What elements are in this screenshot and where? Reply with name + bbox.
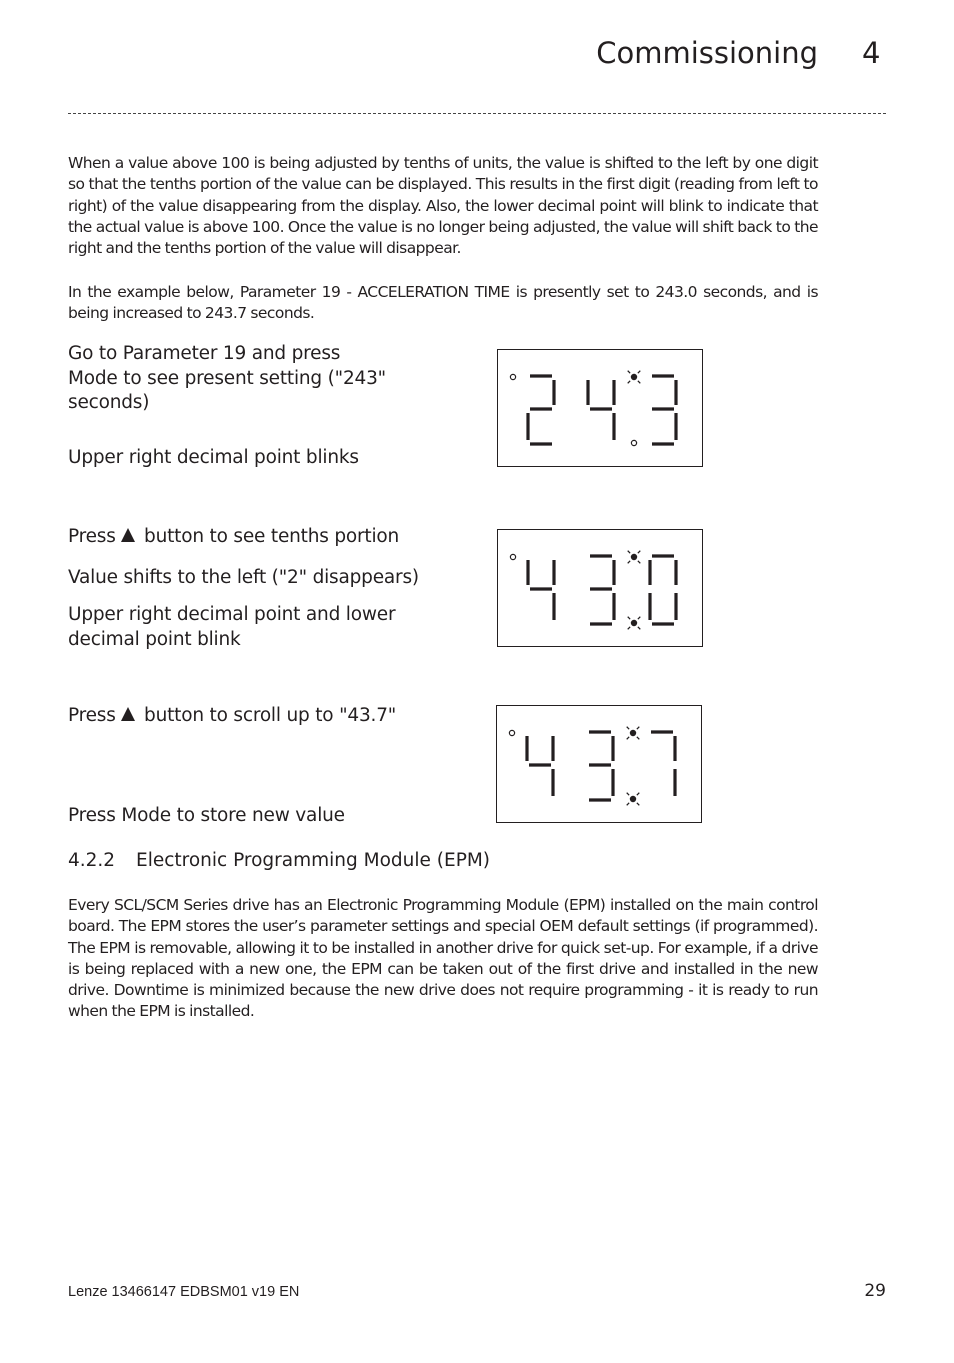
- footer-document-id: Lenze 13466147 EDBSM01 v19 EN: [68, 1284, 300, 1300]
- blink-ray: [638, 561, 640, 563]
- blink-ray: [638, 617, 640, 619]
- blink-ray: [637, 803, 639, 805]
- section-number: 4.2.2: [68, 850, 116, 871]
- blink-ray: [627, 737, 629, 739]
- press-label: Press: [68, 705, 122, 726]
- blinking-decimal-point-icon: [630, 730, 636, 736]
- blink-ray: [628, 381, 630, 383]
- up-arrow-icon: [121, 707, 135, 721]
- step-3-rest: button to scroll up to "43.7": [138, 705, 397, 726]
- chapter-title: Commissioning: [596, 36, 818, 70]
- decimal-point-off-icon: [510, 374, 515, 379]
- page-number: 29: [864, 1281, 886, 1301]
- blink-ray: [638, 381, 640, 383]
- intro-paragraph-1: When a value above 100 is being adjusted by tenths of units, the value is shifted to the left by one digit so that the tenths portion of the value can be displayed. This results in the first digit (reading from left to right) of the value disappearing from the display. Also, the lower decimal point will blink to indicate that the actual value is above 100. Once the value is no longer being adjusted, the value will shift back to the right and the tenths portion of the value will disappear.: [68, 154, 818, 258]
- blinking-decimal-point-icon: [631, 620, 637, 626]
- blink-ray: [638, 551, 640, 553]
- step-2-shift-note: Value shifts to the left ("2" disappears): [68, 567, 419, 588]
- decimal-point-off-icon: [510, 554, 515, 559]
- mode-keyword: Mode: [121, 805, 171, 826]
- blink-ray: [627, 793, 629, 795]
- section-heading: [68, 850, 490, 871]
- blink-ray: [628, 371, 630, 373]
- step-1-text: [68, 342, 398, 416]
- blink-ray: [628, 617, 630, 619]
- press-label: Press: [68, 526, 122, 547]
- blink-ray: [638, 627, 640, 629]
- up-arrow-icon: [121, 528, 135, 542]
- blink-ray: [638, 371, 640, 373]
- seven-segment-svg: [497, 706, 703, 824]
- step-1-line: Go to Parameter 19 and press: [68, 343, 341, 364]
- seven-segment-svg: [498, 350, 704, 468]
- blink-ray: [637, 727, 639, 729]
- epm-paragraph: Every SCL/SCM Series drive has an Electronic Programming Module (EPM) installed on the main control board. The EPM stores the user’s parameter settings and special OEM default settings (if programmed). The EPM is removable, allowing it to be installed in another drive for quick set-up. For example, if a drive is being replaced with a new one, the EPM can be taken out of the first drive and installed in the new drive. Downtime is minimized because the new drive does not require programming - it is ready to run when the EPM is installed.: [68, 896, 818, 1021]
- mode-keyword: Mode: [68, 367, 118, 389]
- step-1-line-rest: to see present setting ("243" seconds): [68, 367, 386, 413]
- chapter-number: 4: [862, 36, 881, 70]
- step-4-rest: to store new value: [170, 805, 345, 826]
- step-2-text: [68, 525, 399, 550]
- blink-ray: [628, 627, 630, 629]
- header-divider: [68, 113, 886, 114]
- decimal-point-off-icon: [509, 730, 514, 735]
- step-2-blink-note: Upper right decimal point and lower decimal point blink: [68, 604, 396, 650]
- step-3-text: [68, 704, 396, 729]
- blink-ray: [637, 793, 639, 795]
- blink-ray: [627, 803, 629, 805]
- intro-paragraph-2: In the example below, Parameter 19 - ACCELERATION TIME is presently set to 243.0 seconds, and is being increased to 243.7 seconds.: [68, 283, 818, 323]
- step-2-rest: button to see tenths portion: [138, 526, 400, 547]
- blinking-decimal-point-icon: [631, 374, 637, 380]
- blink-ray: [628, 561, 630, 563]
- blinking-decimal-point-icon: [631, 554, 637, 560]
- decimal-point-off-icon: [631, 440, 636, 445]
- section-title: Electronic Programming Module (EPM): [136, 850, 491, 871]
- led-display-2: [497, 529, 703, 647]
- led-display-1: [497, 349, 703, 467]
- blinking-decimal-point-icon: [630, 796, 636, 802]
- step-1-note: Upper right decimal point blinks: [68, 447, 359, 468]
- blink-ray: [637, 737, 639, 739]
- blink-ray: [628, 551, 630, 553]
- press-label: Press: [68, 805, 122, 826]
- step-4-text: [68, 804, 345, 829]
- seven-segment-svg: [498, 530, 704, 648]
- led-display-3: [496, 705, 702, 823]
- blink-ray: [627, 727, 629, 729]
